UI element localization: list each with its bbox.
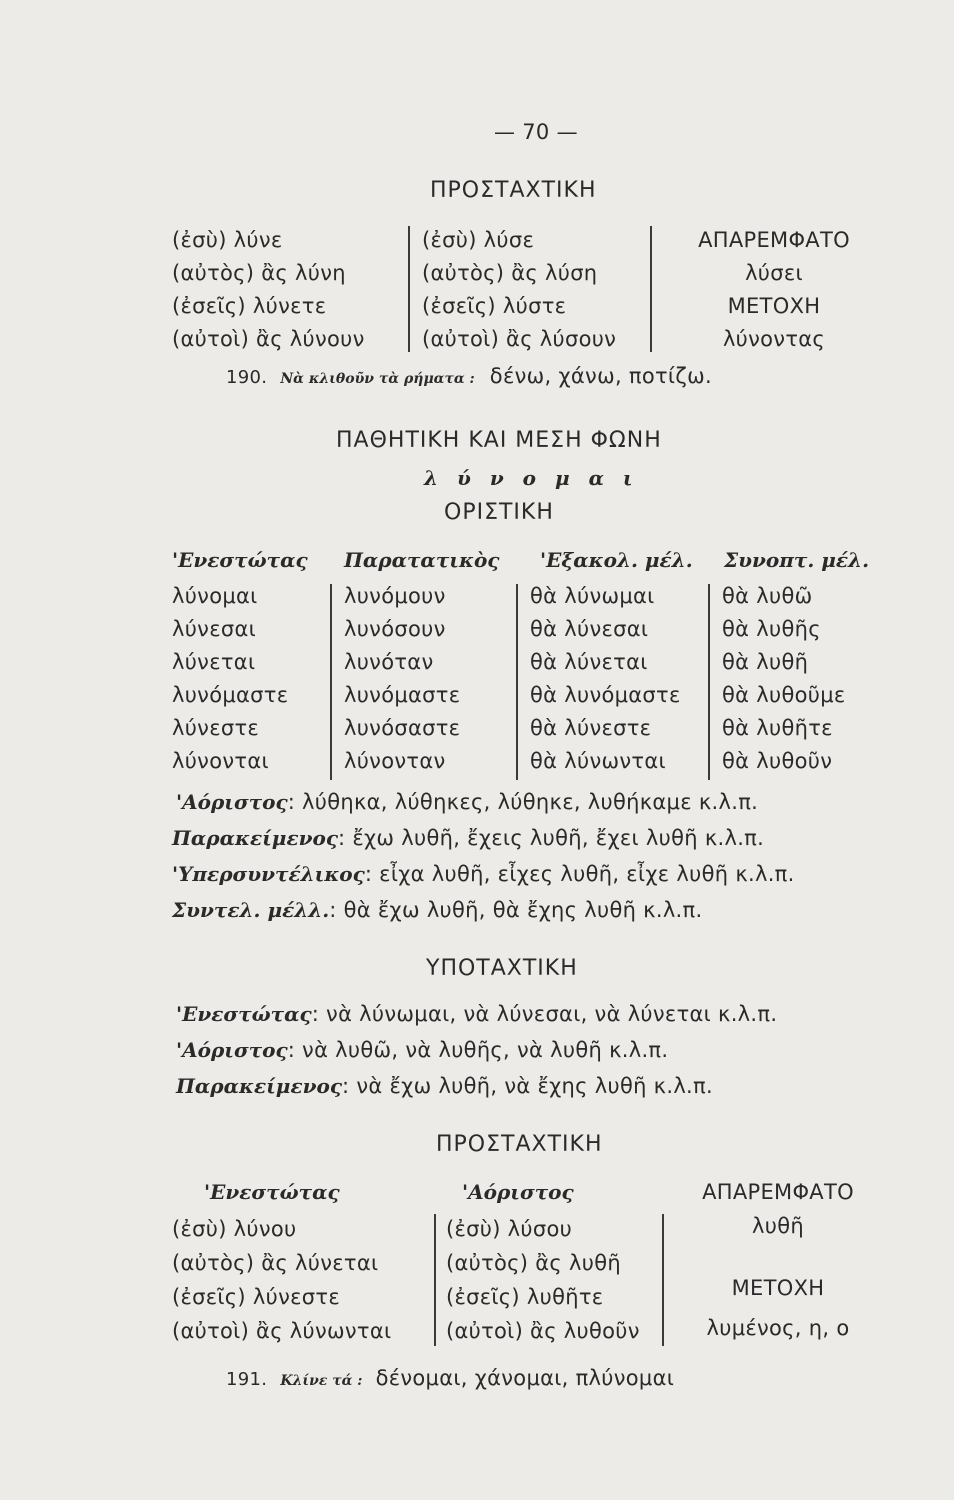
- imperative-active-col1: [172, 224, 365, 356]
- imperative-active-col2-row: (αὐτὸς) ἂς λύση: [422, 261, 598, 285]
- simple-future-form: θὰ λυθοῦμε: [722, 683, 846, 707]
- exercise-number: 191.: [226, 1369, 268, 1390]
- imperative-passive-col2-row: (αὐτοὶ) ἂς λυθοῦν: [446, 1319, 640, 1343]
- imperative-active-col3: [664, 224, 884, 356]
- imperative-passive-header-aorist: 'Αόριστος: [462, 1180, 574, 1204]
- simple-future-form: θὰ λυθῆς: [722, 617, 821, 641]
- column-divider: [408, 226, 410, 352]
- exercise-number: 190.: [226, 367, 268, 388]
- imperative-passive-col1: [172, 1212, 391, 1348]
- imperative-passive-col2-row: (ἐσὺ) λύσου: [446, 1217, 573, 1241]
- subjunctive-text: : νὰ λυθῶ, νὰ λυθῆς, νὰ λυθῆ κ.λ.π.: [287, 1038, 669, 1062]
- infinitive-heading: ΑΠΑΡΕΜΦΑΤΟ: [698, 228, 850, 252]
- tense-line-pluperfect: [172, 862, 795, 886]
- subjunctive-line-aorist: [176, 1038, 668, 1062]
- column-divider: [708, 584, 710, 780]
- participle-value: λυμένος, η, ο: [706, 1316, 850, 1340]
- cont-future-form: θὰ λύνωνται: [530, 749, 666, 773]
- imperative-active-title: ΠΡΟΣΤΑΧΤΙΚΗ: [430, 178, 597, 203]
- imperfect-form: λυνόμαστε: [344, 683, 461, 707]
- imperative-active-col1-row: (αὐτὸς) ἂς λύνη: [172, 261, 346, 285]
- imperative-passive-header-present: 'Ενεστώτας: [204, 1180, 340, 1204]
- subjunctive-line-present: [176, 1002, 777, 1026]
- imperfect-column: [344, 580, 460, 778]
- column-divider: [434, 1214, 436, 1346]
- tense-text: : ἔχω λυθῆ, ἔχεις λυθῆ, ἔχει λυθῆ κ.λ.π.: [338, 826, 765, 850]
- present-form: λύνεται: [172, 650, 256, 674]
- present-column: [172, 580, 288, 778]
- infinitive-value: λύσει: [745, 261, 803, 285]
- exercise-190: [226, 364, 712, 388]
- tense-label: Συντελ. μέλλ.: [172, 898, 330, 922]
- subjunctive-title: ΥΠΟΤΑΧΤΙΚΗ: [426, 956, 578, 981]
- subjunctive-label: 'Αόριστος: [176, 1038, 288, 1062]
- subjunctive-label: 'Ενεστώτας: [176, 1002, 312, 1026]
- imperfect-form: λυνόσαστε: [344, 716, 461, 740]
- cont-future-form: θὰ λύνεστε: [530, 716, 652, 740]
- subjunctive-text: : νὰ ἔχω λυθῆ, νὰ ἔχης λυθῆ κ.λ.π.: [342, 1074, 713, 1098]
- present-form: λυνόμαστε: [172, 683, 289, 707]
- tense-text: : εἶχα λυθῆ, εἶχες λυθῆ, εἶχε λυθῆ κ.λ.π.: [364, 862, 795, 886]
- simple-future-form: θὰ λυθῶ: [722, 584, 813, 608]
- tense-line-perfect: [172, 826, 764, 850]
- infinitive-heading: ΑΠΑΡΕΜΦΑΤΟ: [702, 1180, 854, 1204]
- exercise-191: [226, 1366, 674, 1390]
- indicative-title: ΟΡΙΣΤΙΚΗ: [444, 500, 554, 525]
- tense-line-aorist: [176, 790, 758, 814]
- imperative-active-col2: [422, 224, 616, 356]
- subjunctive-label: Παρακείμενος: [176, 1074, 342, 1098]
- tense-label: 'Υπερσυντέλικος: [172, 862, 365, 886]
- tense-label: Παρακείμενος: [172, 826, 338, 850]
- tense-text: : λύθηκα, λύθηκες, λύθηκε, λυθήκαμε κ.λ.π.: [287, 790, 759, 814]
- present-form: λύνεσαι: [172, 617, 257, 641]
- simple-future-form: θὰ λυθῆτε: [722, 716, 833, 740]
- column-divider: [330, 584, 332, 780]
- exercise-label: Νὰ κλιθοῦν τὰ ρήματα :: [280, 371, 475, 387]
- passive-verb: λ ύ ν ο μ α ι: [424, 466, 639, 490]
- present-form: λύνονται: [172, 749, 269, 773]
- imperfect-form: λύνονταν: [344, 749, 446, 773]
- passive-title: ΠΑΘΗΤΙΚΗ ΚΑΙ ΜΕΣΗ ΦΩΝΗ: [336, 428, 662, 453]
- imperfect-form: λυνόσουν: [344, 617, 446, 641]
- simple-future-form: θὰ λυθοῦν: [722, 749, 833, 773]
- subjunctive-text: : νὰ λύνωμαι, νὰ λύνεσαι, νὰ λύνεται κ.λ.π.: [311, 1002, 778, 1026]
- present-form: λύνεστε: [172, 716, 260, 740]
- participle-heading: ΜΕΤΟΧΗ: [727, 294, 821, 318]
- imperative-active-col2-row: (ἐσεῖς) λύστε: [422, 294, 567, 318]
- exercise-label: Κλίνε τά :: [280, 1373, 363, 1389]
- imperative-passive-col2-row: (αὐτὸς) ἂς λυθῆ: [446, 1251, 621, 1275]
- subjunctive-line-perfect: [176, 1074, 713, 1098]
- infinitive-value: λυθῆ: [752, 1214, 804, 1238]
- imperative-passive-col2: [446, 1212, 640, 1348]
- imperative-passive-col1-row: (αὐτὸς) ἂς λύνεται: [172, 1251, 379, 1275]
- page-number: — 70 —: [494, 120, 578, 144]
- cont-future-form: θὰ λύνεσαι: [530, 617, 649, 641]
- imperfect-form: λυνόμουν: [344, 584, 446, 608]
- column-divider: [650, 226, 652, 352]
- tense-line-future-perfect: [172, 898, 702, 922]
- participle-value: λύνοντας: [722, 327, 826, 351]
- column-divider: [516, 584, 518, 780]
- cont-future-form: θὰ λύνεται: [530, 650, 648, 674]
- imperative-passive-title: ΠΡΟΣΤΑΧΤΙΚΗ: [436, 1132, 603, 1157]
- present-form: λύνομαι: [172, 584, 258, 608]
- participle-heading: ΜΕΤΟΧΗ: [731, 1276, 825, 1300]
- imperative-active-col1-row: (αὐτοὶ) ἂς λύνουν: [172, 327, 365, 351]
- exercise-text: δένομαι, χάνομαι, πλύνομαι: [375, 1366, 675, 1390]
- imperfect-form: λυνόταν: [344, 650, 434, 674]
- simple-future-form: θὰ λυθῆ: [722, 650, 809, 674]
- header-present: 'Ενεστώτας: [172, 548, 308, 572]
- imperative-active-col1-row: (ἐσὺ) λύνε: [172, 228, 283, 252]
- cont-future-column: [530, 580, 681, 778]
- imperative-passive-col1-row: (ἐσεῖς) λύνεστε: [172, 1285, 340, 1309]
- cont-future-form: θὰ λύνωμαι: [530, 584, 655, 608]
- imperative-passive-col1-row: (ἐσὺ) λύνου: [172, 1217, 297, 1241]
- imperative-active-col2-row: (ἐσὺ) λύσε: [422, 228, 535, 252]
- simple-future-column: [722, 580, 846, 778]
- header-imperfect: Παρατατικὸς: [344, 548, 500, 572]
- exercise-text: δένω, χάνω, ποτίζω.: [489, 364, 712, 388]
- imperative-passive-col1-row: (αὐτοὶ) ἂς λύνωνται: [172, 1319, 392, 1343]
- column-divider: [662, 1214, 664, 1346]
- imperative-active-col1-row: (ἐσεῖς) λύνετε: [172, 294, 327, 318]
- header-simple-future: Συνοπτ. μέλ.: [724, 548, 870, 572]
- tense-text: : θὰ ἔχω λυθῆ, θὰ ἔχης λυθῆ κ.λ.π.: [329, 898, 703, 922]
- imperative-active-col2-row: (αὐτοὶ) ἂς λύσουν: [422, 327, 617, 351]
- imperative-passive-col2-row: (ἐσεῖς) λυθῆτε: [446, 1285, 604, 1309]
- header-cont-future: 'Εξακολ. μέλ.: [540, 548, 693, 572]
- cont-future-form: θὰ λυνόμαστε: [530, 683, 681, 707]
- tense-label: 'Αόριστος: [176, 790, 288, 814]
